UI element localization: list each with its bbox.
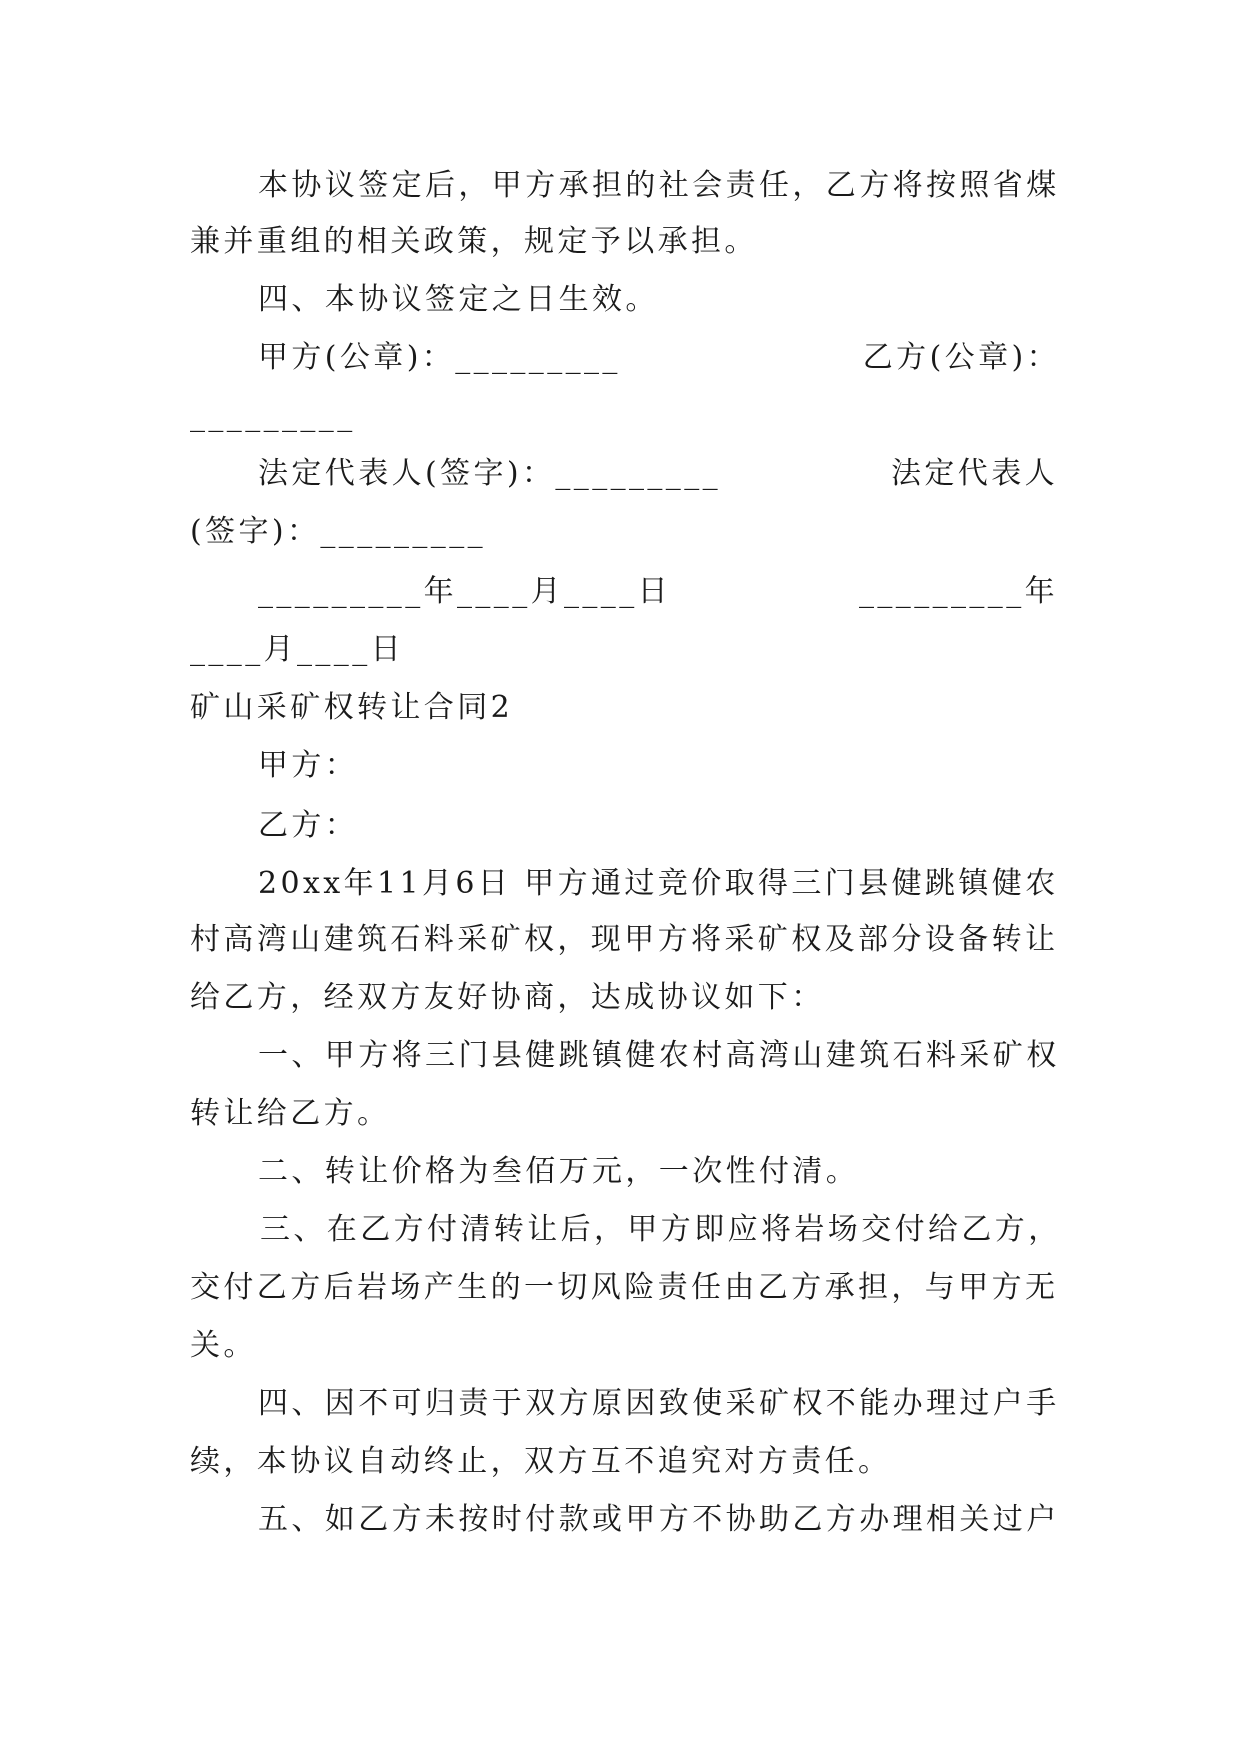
text-line: 四、本协议签定之日生效。: [258, 282, 659, 317]
section-title: 矿山采矿权转让合同2: [190, 690, 514, 725]
party-b-date-year: _________年: [859, 574, 1058, 609]
text-line: 兼并重组的相关政策，规定予以承担。: [190, 224, 758, 259]
text-line: 二、转让价格为叁佰万元，一次性付清。: [258, 1154, 860, 1189]
text-line: 转让给乙方。: [190, 1096, 391, 1131]
party-b-seal-label: 乙方(公章)：: [862, 340, 1060, 375]
text-line: 关。: [190, 1328, 257, 1363]
party-a-seal-line: 甲方(公章)：_________: [258, 340, 621, 375]
party-b-date-month-day: ____月____日: [190, 632, 404, 667]
text-line: 续，本协议自动终止，双方互不追究对方责任。: [190, 1444, 892, 1479]
party-b-label: 乙方：: [258, 808, 359, 843]
party-b-signature-line: (签字)：_________: [190, 514, 487, 549]
party-b-seal-blank: _________: [190, 398, 356, 433]
text-line: 村高湾山建筑石料采矿权，现甲方将采矿权及部分设备转让: [190, 922, 1059, 957]
party-a-label: 甲方：: [258, 748, 359, 783]
party-b-representative-label: 法定代表人: [891, 456, 1058, 491]
party-a-representative-line: 法定代表人(签字)：_________: [258, 456, 722, 491]
text-line: 20xx年11月6日 甲方通过竞价取得三门县健跳镇健农: [258, 866, 1059, 901]
text-line: 本协议签定后，甲方承担的社会责任，乙方将按照省煤: [258, 168, 1060, 203]
text-line: 给乙方，经双方友好协商，达成协议如下：: [190, 980, 825, 1015]
text-line: 一、甲方将三门县健跳镇健农村高湾山建筑石料采矿权: [258, 1038, 1060, 1073]
text-line: 四、因不可归责于双方原因致使采矿权不能办理过户手: [258, 1386, 1060, 1421]
text-line: 三、在乙方付清转让后，甲方即应将岩场交付给乙方，: [260, 1212, 1062, 1247]
text-line: 交付乙方后岩场产生的一切风险责任由乙方承担，与甲方无: [190, 1270, 1059, 1305]
party-a-date-line: _________年____月____日: [258, 574, 671, 609]
text-line: 五、如乙方未按时付款或甲方不协助乙方办理相关过户: [258, 1502, 1060, 1537]
